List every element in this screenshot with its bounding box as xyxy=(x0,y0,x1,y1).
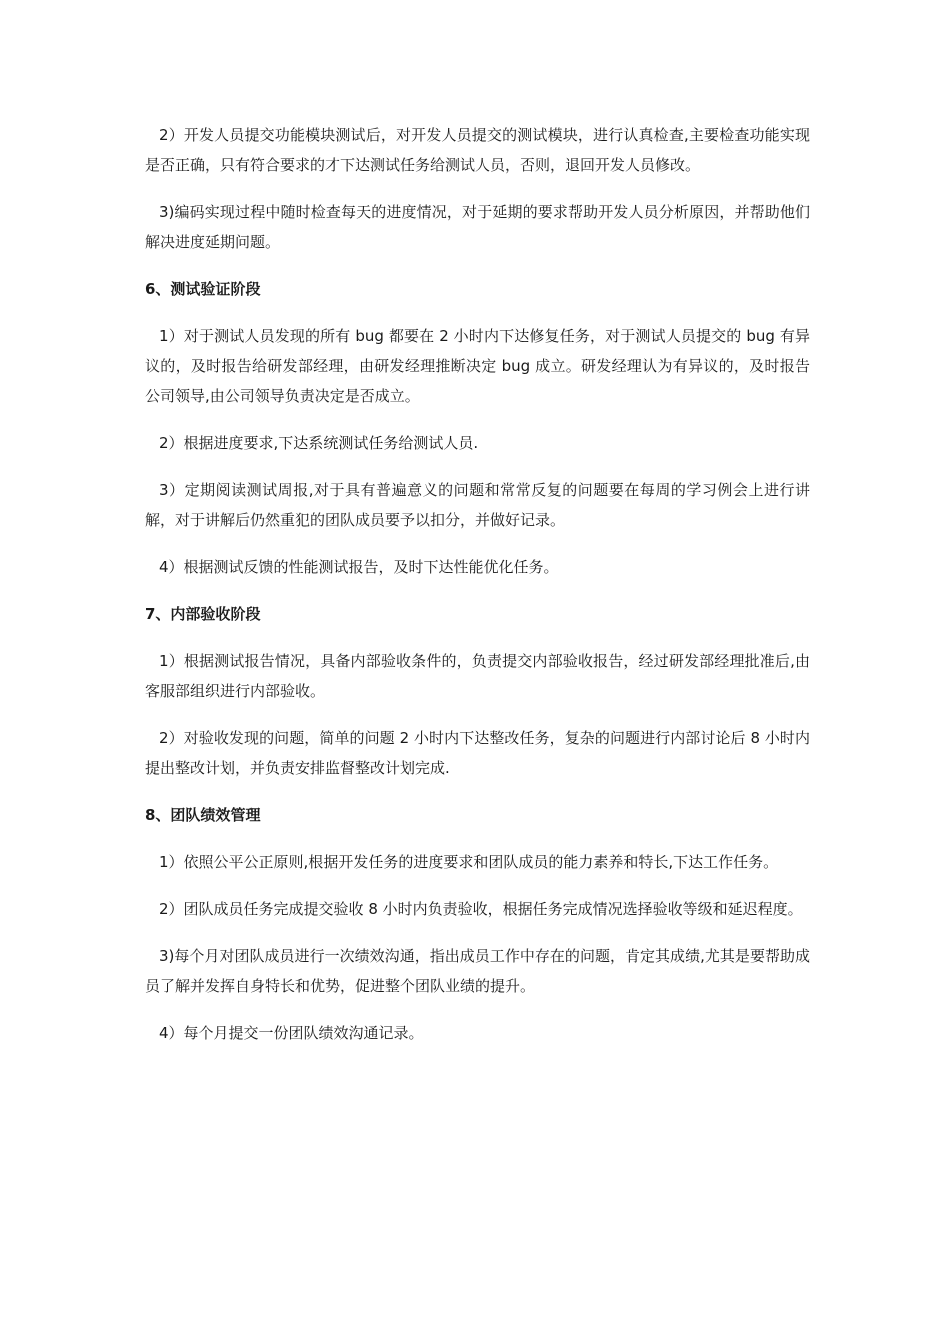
paragraph: 3)编码实现过程中随时检查每天的进度情况，对于延期的要求帮助开发人员分析原因，并帮助他们解决进度延期问题。 xyxy=(145,203,810,251)
paragraph: 2）团队成员任务完成提交验收 8 小时内负责验收，根据任务完成情况选择验收等级和延迟程度。 xyxy=(159,900,803,918)
paragraph: 1）依照公平公正原则,根据开发任务的进度要求和团队成员的能力素养和特长,下达工作任务。 xyxy=(159,853,779,871)
document-body xyxy=(145,120,810,1065)
paragraph: 4）根据测试反馈的性能测试报告，及时下达性能优化任务。 xyxy=(159,558,559,576)
paragraph: 2）根据进度要求,下达系统测试任务给测试人员. xyxy=(159,434,479,452)
section-heading: 6、测试验证阶段 xyxy=(145,280,261,298)
paragraph: 1）根据测试报告情况，具备内部验收条件的，负责提交内部验收报告，经过研发部经理批准后,由客服部组织进行内部验收。 xyxy=(145,652,810,700)
paragraph: 3)每个月对团队成员进行一次绩效沟通，指出成员工作中存在的问题，肯定其成绩,尤其是要帮助成员了解并发挥自身特长和优势，促进整个团队业绩的提升。 xyxy=(145,947,810,995)
paragraph: 3）定期阅读测试周报,对于具有普遍意义的问题和常常反复的问题要在每周的学习例会上进行讲解，对于讲解后仍然重犯的团队成员要予以扣分，并做好记录。 xyxy=(145,481,810,529)
paragraph: 4）每个月提交一份团队绩效沟通记录。 xyxy=(159,1024,424,1042)
paragraph: 1）对于测试人员发现的所有 bug 都要在 2 小时内下达修复任务，对于测试人员提交的 bug 有异议的，及时报告给研发部经理，由研发经理推断决定 bug 成立。研发经理认为有异议的，及时报告公司领导,由公司领导负责决定是否成立。 xyxy=(145,327,810,405)
paragraph: 2）对验收发现的问题，简单的问题 2 小时内下达整改任务，复杂的问题进行内部讨论后 8 小时内提出整改计划，并负责安排监督整改计划完成. xyxy=(145,729,810,777)
section-heading: 8、团队绩效管理 xyxy=(145,806,261,824)
paragraph: 2）开发人员提交功能模块测试后，对开发人员提交的测试模块，进行认真检查,主要检查功能实现是否正确，只有符合要求的才下达测试任务给测试人员，否则，退回开发人员修改。 xyxy=(145,126,810,174)
section-heading: 7、内部验收阶段 xyxy=(145,605,261,623)
